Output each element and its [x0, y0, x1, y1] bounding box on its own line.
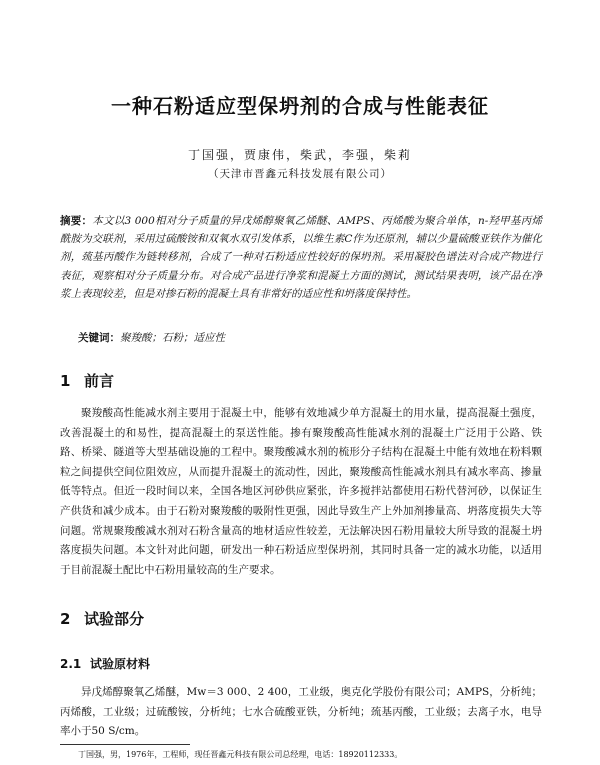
- subsection-2-1-paragraph: 异戊烯醇聚氧乙烯醚，Mw＝3 000、2 400，工业级，奥克化学股份有限公司；AMPS，分析纯；丙烯酸，工业级；过硫酸铵，分析纯；七水合硫酸亚铁，分析纯；巯基丙酸，工业级；去离子水，电导率小于50 S/cm。: [60, 686, 542, 738]
- footnote-divider: [60, 744, 190, 745]
- abstract-label: 摘要：: [60, 215, 93, 227]
- subsection-2-1-title: 试验原材料: [90, 657, 151, 671]
- abstract-text: 本文以3 000相对分子质量的异戊烯醇聚氧乙烯醚、AMPS、丙烯酸为聚合单体，n-羟甲基丙烯酰胺为交联剂，采用过硫酸铵和双氧水双引发体系，以维生素C作为还原剂，辅以少量硫酸亚铁作为催化剂，巯基丙酸作为链转移剂，合成了一种对石粉适应性较好的保坍剂。采用凝胶色谱法对合成产物进行表征，观察相对分子质量分布。对合成产品进行净浆和混凝土方面的测试，测试结果表明，该产品在净浆上表现较差，但是对掺石粉的混凝土具有非常好的适应性和坍落度保持性。: [60, 215, 542, 300]
- abstract: [60, 212, 542, 303]
- keywords-label: 关键词：: [78, 332, 120, 344]
- keywords-text: 聚羧酸；石粉；适应性: [120, 332, 225, 344]
- author-list: 丁国强，贾康伟，柴武，李强，柴莉: [187, 148, 412, 162]
- section-1-paragraph: 聚羧酸高性能减水剂主要用于混凝土中，能够有效地减少单方混凝土的用水量，提高混凝土强度，改善混凝土的和易性，提高混凝土的泵送性能。掺有聚羧酸高性能减水剂的混凝土广泛用于公路、铁路、桥梁、隧道等大型基础设施的工程中。聚羧酸减水剂的梳形分子结构在混凝土中能有效地在粉料颗粒之间提供空间位阻效应，从而提升混凝土的流动性，因此，聚羧酸高性能减水剂具有减水率高、掺量低等特点。但近一段时间以来，全国各地区河砂供应紧张，许多搅拌站都使用石粉代替河砂，以保证生产供货和减少成本。由于石粉对聚羧酸的吸附性更强，因此导致生产上外加剂掺量高、坍落度损失大等问题。常规聚羧酸减水剂对石粉含量高的地材适应性较差，无法解决因石粉用量较大所导致的混凝土坍落度损失问题。本文针对此问题，研发出一种石粉适应型保坍剂，其同时具备一定的减水功能，以适用于目前混凝土配比中石粉用量较高的生产要求。: [60, 407, 542, 576]
- section-2-title: 试验部分: [84, 610, 145, 628]
- subsection-2-1-number: 2.1: [60, 657, 82, 671]
- affiliation: （天津市晋鑫元科技发展有限公司）: [208, 168, 392, 180]
- section-1-number: 1: [60, 372, 71, 390]
- author-footnote: 丁国强，男，1976年，工程师，现任晋鑫元科技有限公司总经理，电话：18920112333。: [78, 750, 403, 759]
- paper-title: 一种石粉适应型保坍剂的合成与性能表征: [111, 94, 489, 118]
- section-2-heading: [60, 608, 144, 629]
- section-2-number: 2: [60, 610, 71, 628]
- subsection-2-1-heading: [60, 655, 150, 672]
- section-1-heading: [60, 370, 114, 391]
- section-1-title: 前言: [84, 372, 115, 390]
- keywords: [78, 330, 538, 345]
